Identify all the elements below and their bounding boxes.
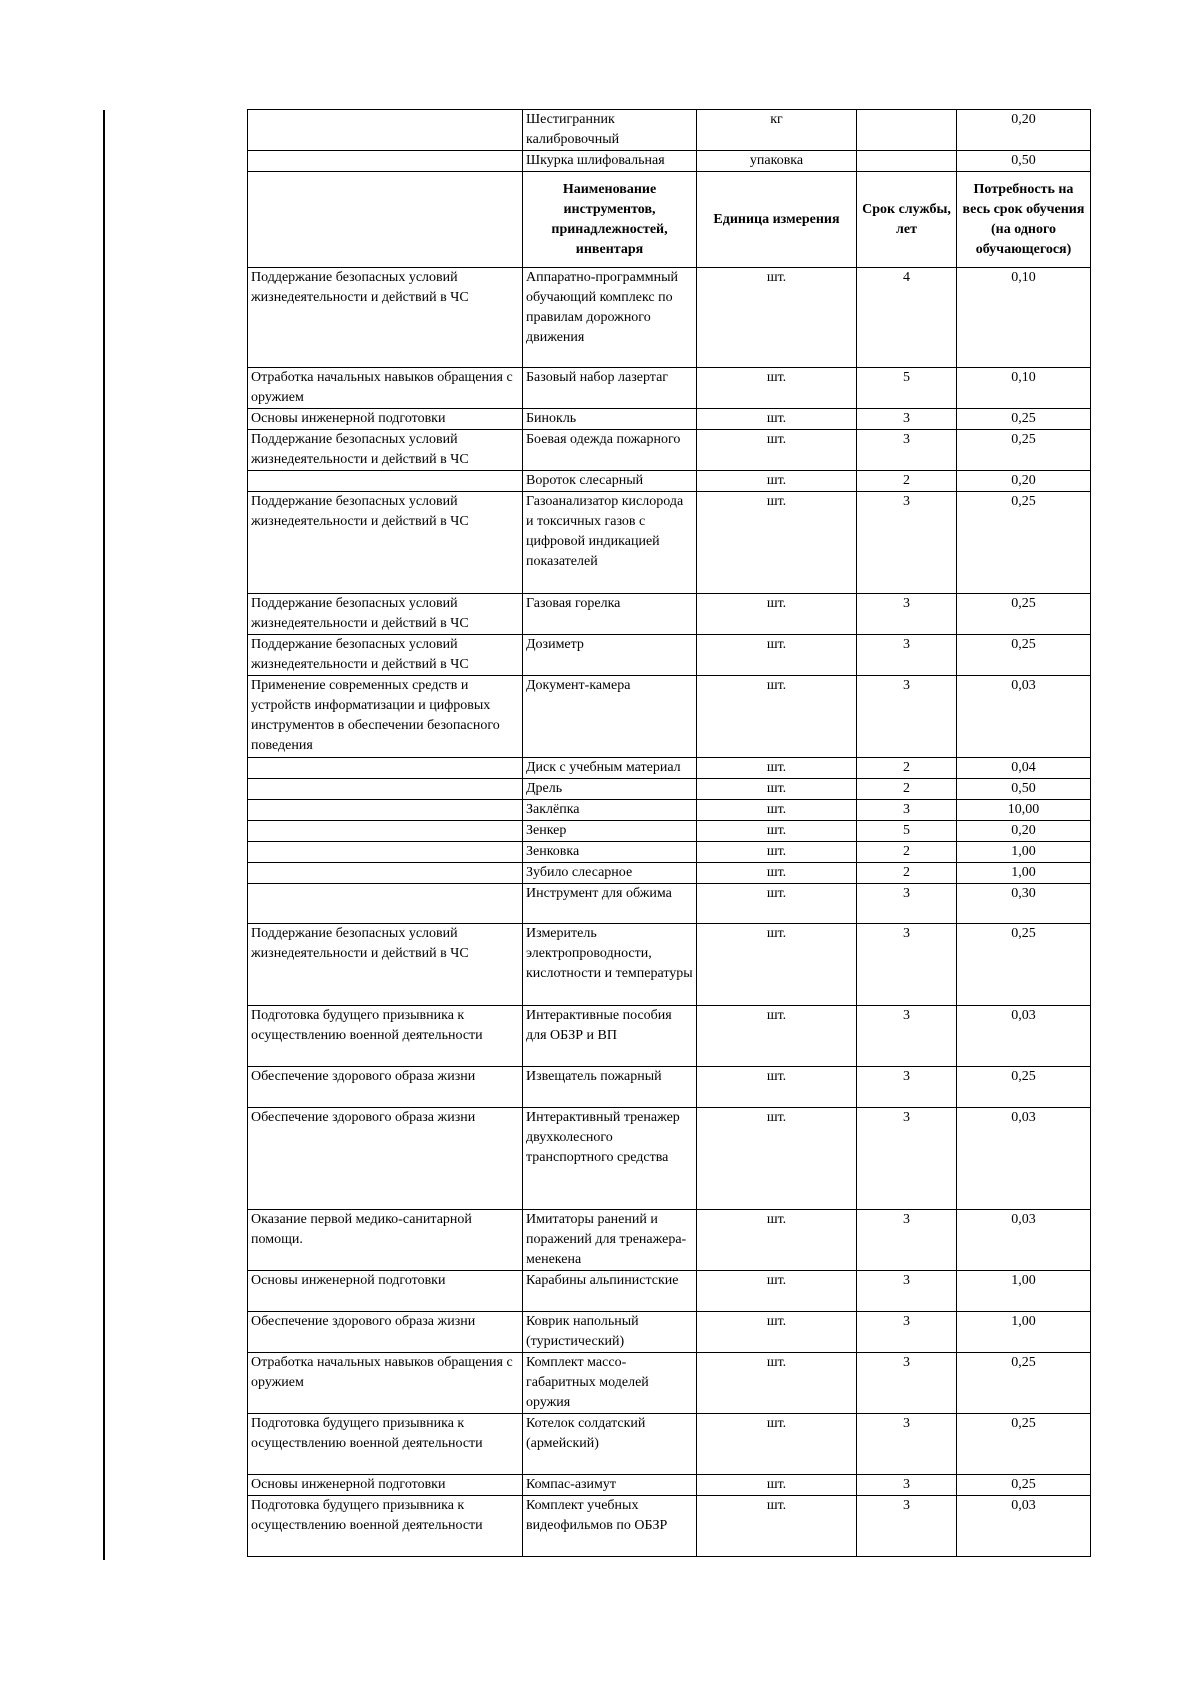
- life-cell: 3: [857, 924, 957, 1006]
- section-cell: [248, 821, 523, 842]
- section-cell: [248, 800, 523, 821]
- section-cell: Обеспечение здорового образа жизни: [248, 1067, 523, 1108]
- need-cell: 0,30: [957, 884, 1091, 924]
- table-row: [248, 1271, 1091, 1312]
- table-row: [248, 1414, 1091, 1475]
- table-row: [248, 1067, 1091, 1108]
- life-cell: 3: [857, 635, 957, 676]
- life-cell: 3: [857, 594, 957, 635]
- item-cell: Интерактивный тренажер двухколесного транспортного средства: [523, 1108, 697, 1210]
- table-row: [248, 842, 1091, 863]
- table-row: [248, 779, 1091, 800]
- section-cell: Поддержание безопасных условий жизнедеятельности и действий в ЧС: [248, 594, 523, 635]
- item-cell: Шестигранник калибровочный: [523, 110, 697, 151]
- life-cell: 2: [857, 779, 957, 800]
- need-cell: 0,25: [957, 492, 1091, 594]
- table-row: [248, 758, 1091, 779]
- unit-cell: шт.: [697, 758, 857, 779]
- item-cell: Имитаторы ранений и поражений для тренажера-менекена: [523, 1210, 697, 1271]
- item-cell: Газоанализатор кислорода и токсичных газов с цифровой индикацией показателей: [523, 492, 697, 594]
- need-cell: 1,00: [957, 863, 1091, 884]
- table-row: [248, 821, 1091, 842]
- section-cell: Поддержание безопасных условий жизнедеятельности и действий в ЧС: [248, 430, 523, 471]
- need-cell: 0,25: [957, 409, 1091, 430]
- table-row: [248, 800, 1091, 821]
- section-cell: [248, 863, 523, 884]
- table-row: [248, 1475, 1091, 1496]
- need-cell: 0,04: [957, 758, 1091, 779]
- need-cell: 0,25: [957, 635, 1091, 676]
- need-cell: 0,03: [957, 676, 1091, 758]
- section-cell: Основы инженерной подготовки: [248, 1475, 523, 1496]
- life-cell: 3: [857, 1414, 957, 1475]
- life-cell: 3: [857, 884, 957, 924]
- need-cell: 0,03: [957, 1108, 1091, 1210]
- item-cell: Диск с учебным материал: [523, 758, 697, 779]
- table-row: [248, 863, 1091, 884]
- item-cell: Комплект учебных видеофильмов по ОБЗР: [523, 1496, 697, 1557]
- section-cell: [248, 842, 523, 863]
- section-cell: Оказание первой медико-санитарной помощи.: [248, 1210, 523, 1271]
- unit-cell: шт.: [697, 409, 857, 430]
- life-cell: 3: [857, 1210, 957, 1271]
- item-cell: Зубило слесарное: [523, 863, 697, 884]
- life-cell: 3: [857, 1475, 957, 1496]
- section-cell: Применение современных средств и устройств информатизации и цифровых инструментов в обеспечении безопасного поведения: [248, 676, 523, 758]
- section-cell: Поддержание безопасных условий жизнедеятельности и действий в ЧС: [248, 268, 523, 368]
- need-cell: 0,20: [957, 821, 1091, 842]
- section-cell: Основы инженерной подготовки: [248, 409, 523, 430]
- unit-cell: упаковка: [697, 151, 857, 172]
- unit-cell: шт.: [697, 842, 857, 863]
- section-cell: Основы инженерной подготовки: [248, 1271, 523, 1312]
- item-cell: Зенкер: [523, 821, 697, 842]
- item-cell: Заклёпка: [523, 800, 697, 821]
- table-row: [248, 368, 1091, 409]
- life-cell: 2: [857, 471, 957, 492]
- item-cell: Бинокль: [523, 409, 697, 430]
- unit-cell: шт.: [697, 594, 857, 635]
- unit-cell: шт.: [697, 635, 857, 676]
- unit-cell: шт.: [697, 1108, 857, 1210]
- unit-cell: шт.: [697, 1312, 857, 1353]
- table-row: [248, 924, 1091, 1006]
- section-cell: [248, 151, 523, 172]
- section-cell: Отработка начальных навыков обращения с оружием: [248, 1353, 523, 1414]
- table-row: [248, 268, 1091, 368]
- need-cell: 0,25: [957, 594, 1091, 635]
- life-cell: 3: [857, 1006, 957, 1067]
- item-cell: Аппаратно-программный обучающий комплекс по правилам дорожного движения: [523, 268, 697, 368]
- section-cell: Подготовка будущего призывника к осуществлению военной деятельности: [248, 1414, 523, 1475]
- item-cell: Дрель: [523, 779, 697, 800]
- table-row: [248, 884, 1091, 924]
- unit-cell: шт.: [697, 492, 857, 594]
- life-cell: 3: [857, 1353, 957, 1414]
- life-cell: [857, 151, 957, 172]
- need-cell: 0,25: [957, 430, 1091, 471]
- life-cell: 3: [857, 430, 957, 471]
- need-cell: 0,03: [957, 1210, 1091, 1271]
- item-cell: Газовая горелка: [523, 594, 697, 635]
- table-row: [248, 409, 1091, 430]
- section-cell: [248, 110, 523, 151]
- table-header-row: [248, 172, 1091, 268]
- unit-cell: шт.: [697, 368, 857, 409]
- unit-cell: шт.: [697, 676, 857, 758]
- need-cell: 0,03: [957, 1496, 1091, 1557]
- need-cell: 0,25: [957, 1067, 1091, 1108]
- life-cell: 5: [857, 368, 957, 409]
- item-cell: Базовый набор лазертаг: [523, 368, 697, 409]
- section-cell: [248, 884, 523, 924]
- life-cell: 3: [857, 409, 957, 430]
- item-cell: Измеритель электропроводности, кислотности и температуры: [523, 924, 697, 1006]
- section-cell: Отработка начальных навыков обращения с оружием: [248, 368, 523, 409]
- need-cell: 1,00: [957, 1271, 1091, 1312]
- need-cell: 0,50: [957, 151, 1091, 172]
- item-cell: Компас-азимут: [523, 1475, 697, 1496]
- section-cell: Обеспечение здорового образа жизни: [248, 1108, 523, 1210]
- item-cell: Дозиметр: [523, 635, 697, 676]
- unit-cell: шт.: [697, 821, 857, 842]
- unit-cell: шт.: [697, 430, 857, 471]
- header-section-cell: [248, 172, 523, 268]
- item-cell: Извещатель пожарный: [523, 1067, 697, 1108]
- section-cell: Поддержание безопасных условий жизнедеятельности и действий в ЧС: [248, 492, 523, 594]
- life-cell: 3: [857, 676, 957, 758]
- need-cell: 0,03: [957, 1006, 1091, 1067]
- life-cell: 2: [857, 863, 957, 884]
- header-name: Наименование инструментов, принадлежностей, инвентаря: [523, 172, 697, 268]
- life-cell: [857, 110, 957, 151]
- table-row: [248, 151, 1091, 172]
- section-cell: Поддержание безопасных условий жизнедеятельности и действий в ЧС: [248, 635, 523, 676]
- life-cell: 3: [857, 492, 957, 594]
- unit-cell: шт.: [697, 1006, 857, 1067]
- table-row: [248, 1006, 1091, 1067]
- unit-cell: шт.: [697, 779, 857, 800]
- need-cell: 0,10: [957, 368, 1091, 409]
- need-cell: 1,00: [957, 842, 1091, 863]
- unit-cell: шт.: [697, 471, 857, 492]
- life-cell: 2: [857, 842, 957, 863]
- table-row: [248, 492, 1091, 594]
- life-cell: 5: [857, 821, 957, 842]
- life-cell: 2: [857, 758, 957, 779]
- need-cell: 0,25: [957, 1353, 1091, 1414]
- need-cell: 10,00: [957, 800, 1091, 821]
- table-row: [248, 1210, 1091, 1271]
- life-cell: 3: [857, 1496, 957, 1557]
- life-cell: 3: [857, 1271, 957, 1312]
- item-cell: Карабины альпинистские: [523, 1271, 697, 1312]
- unit-cell: шт.: [697, 884, 857, 924]
- item-cell: Коврик напольный (туристический): [523, 1312, 697, 1353]
- item-cell: Котелок солдатский (армейский): [523, 1414, 697, 1475]
- unit-cell: шт.: [697, 1353, 857, 1414]
- unit-cell: шт.: [697, 268, 857, 368]
- table-row: [248, 1496, 1091, 1557]
- need-cell: 1,00: [957, 1312, 1091, 1353]
- section-cell: [248, 758, 523, 779]
- life-cell: 3: [857, 800, 957, 821]
- item-cell: Зенковка: [523, 842, 697, 863]
- life-cell: 4: [857, 268, 957, 368]
- need-cell: 0,20: [957, 471, 1091, 492]
- table-row: [248, 635, 1091, 676]
- table-row: [248, 1353, 1091, 1414]
- table-row: [248, 430, 1091, 471]
- unit-cell: шт.: [697, 1414, 857, 1475]
- table-row: [248, 1108, 1091, 1210]
- need-cell: 0,25: [957, 924, 1091, 1006]
- life-cell: 3: [857, 1067, 957, 1108]
- unit-cell: шт.: [697, 863, 857, 884]
- item-cell: Комплект массо-габаритных моделей оружия: [523, 1353, 697, 1414]
- need-cell: 0,20: [957, 110, 1091, 151]
- item-cell: Боевая одежда пожарного: [523, 430, 697, 471]
- section-cell: Обеспечение здорового образа жизни: [248, 1312, 523, 1353]
- table-row: [248, 110, 1091, 151]
- section-cell: Подготовка будущего призывника к осуществлению военной деятельности: [248, 1496, 523, 1557]
- item-cell: Инструмент для обжима: [523, 884, 697, 924]
- need-cell: 0,25: [957, 1414, 1091, 1475]
- unit-cell: шт.: [697, 1271, 857, 1312]
- unit-cell: кг: [697, 110, 857, 151]
- equipment-table: [247, 109, 1091, 1557]
- unit-cell: шт.: [697, 800, 857, 821]
- section-cell: [248, 471, 523, 492]
- life-cell: 3: [857, 1312, 957, 1353]
- section-cell: [248, 779, 523, 800]
- unit-cell: шт.: [697, 1475, 857, 1496]
- life-cell: 3: [857, 1108, 957, 1210]
- header-need: Потребность на весь срок обучения (на одного обучающегося): [957, 172, 1091, 268]
- item-cell: Шкурка шлифовальная: [523, 151, 697, 172]
- margin-line: [103, 110, 105, 1560]
- header-life: Срок службы, лет: [857, 172, 957, 268]
- section-cell: Подготовка будущего призывника к осуществлению военной деятельности: [248, 1006, 523, 1067]
- table-row: [248, 676, 1091, 758]
- table-row: [248, 471, 1091, 492]
- need-cell: 0,50: [957, 779, 1091, 800]
- table-row: [248, 594, 1091, 635]
- unit-cell: шт.: [697, 1210, 857, 1271]
- header-unit: Единица измерения: [697, 172, 857, 268]
- need-cell: 0,25: [957, 1475, 1091, 1496]
- section-cell: Поддержание безопасных условий жизнедеятельности и действий в ЧС: [248, 924, 523, 1006]
- unit-cell: шт.: [697, 1496, 857, 1557]
- item-cell: Интерактивные пособия для ОБЗР и ВП: [523, 1006, 697, 1067]
- item-cell: Документ-камера: [523, 676, 697, 758]
- unit-cell: шт.: [697, 924, 857, 1006]
- item-cell: Вороток слесарный: [523, 471, 697, 492]
- table-row: [248, 1312, 1091, 1353]
- need-cell: 0,10: [957, 268, 1091, 368]
- unit-cell: шт.: [697, 1067, 857, 1108]
